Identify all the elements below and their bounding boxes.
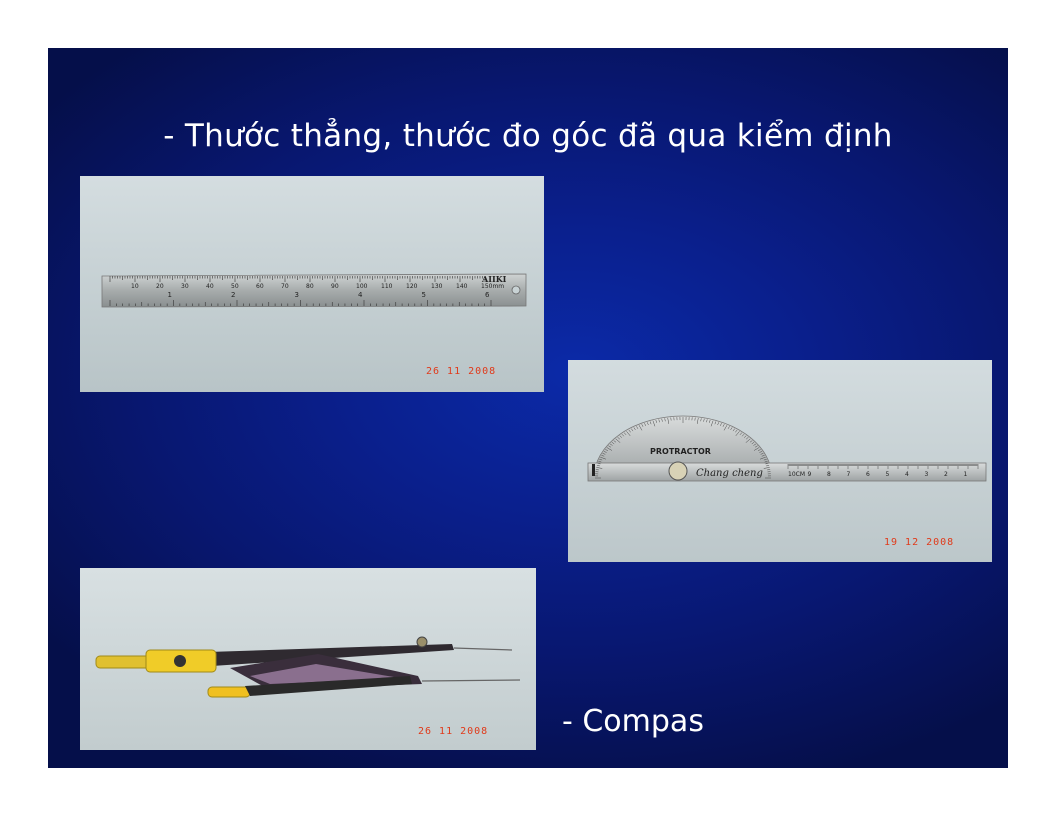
ruler-brand: AIIKI (482, 274, 507, 284)
ruler-mm-label: 30 (181, 283, 189, 290)
ruler-inch-label: 5 (421, 291, 426, 299)
protractor-label: PROTRACTOR (650, 447, 711, 456)
ruler-mm-label: 70 (281, 283, 289, 290)
ruler-mm-label: 80 (306, 283, 314, 290)
ruler-image (80, 176, 544, 392)
compass-photo (80, 568, 536, 750)
ruler-mm-label: 20 (156, 283, 164, 290)
protractor-scale-label: 1 (963, 471, 968, 478)
ruler-mm-label: 50 (231, 283, 239, 290)
protractor-scale-label: 4 (905, 471, 909, 478)
protractor-scale-label: 10CM (788, 471, 806, 478)
compass-caption: - Compas (562, 704, 704, 739)
protractor-scale-label: 6 (866, 471, 870, 478)
protractor-scale-label: 9 (807, 471, 812, 478)
ruler-mm-label: 90 (331, 283, 339, 290)
ruler-inch-label: 1 (167, 291, 172, 299)
protractor-scale-label: 8 (827, 471, 831, 478)
protractor-image (568, 360, 992, 562)
compass-image (80, 568, 536, 750)
compass-date-stamp: 26 11 2008 (418, 726, 489, 737)
protractor-scale-label: 7 (846, 471, 851, 478)
ruler-mm-label: 10 (131, 283, 139, 290)
slide (48, 48, 1008, 768)
protractor-scale-label: 3 (924, 471, 929, 478)
ruler-inch-label: 2 (231, 291, 236, 299)
ruler-mm-label: 120 (406, 283, 418, 290)
ruler-inch-label: 4 (358, 291, 363, 299)
protractor-photo (568, 360, 992, 562)
ruler-mm-label: 110 (381, 283, 393, 290)
ruler-inch-label: 6 (485, 291, 490, 299)
ruler-mm-label: 140 (456, 283, 468, 290)
slide-title: - Thước thẳng, thước đo góc đã qua kiểm định (163, 118, 893, 154)
protractor-scale-label: 2 (944, 471, 948, 478)
ruler-mm-label: 100 (356, 283, 368, 290)
protractor-scale-label: 5 (885, 471, 890, 478)
ruler-mm-label: 40 (206, 283, 214, 290)
protractor-date-stamp: 19 12 2008 (884, 537, 955, 548)
ruler-mm-label: 150mm (481, 283, 505, 290)
ruler-mm-label: 130 (431, 283, 443, 290)
protractor-brand: Chang cheng (696, 468, 763, 479)
ruler-mm-label: 60 (256, 283, 264, 290)
ruler-photo (80, 176, 544, 392)
ruler-date-stamp: 26 11 2008 (426, 366, 497, 377)
ruler-inch-label: 3 (294, 291, 299, 299)
